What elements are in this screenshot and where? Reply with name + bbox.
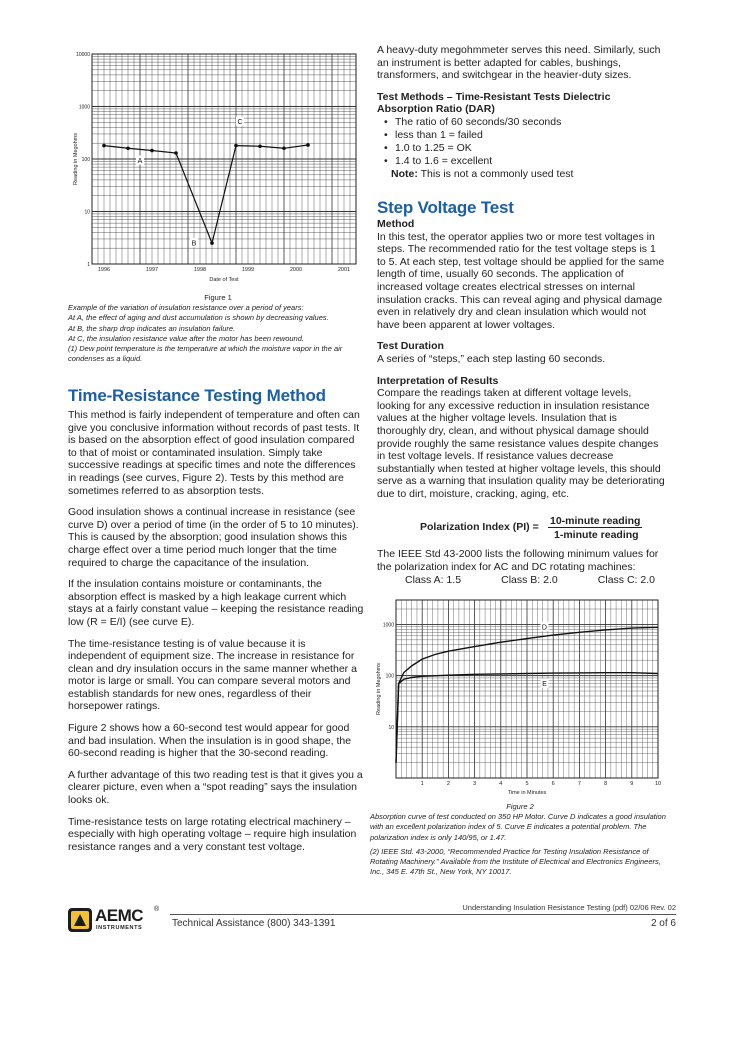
- note-label: Note:: [391, 167, 418, 180]
- class-c-value: Class C: 2.0: [597, 574, 655, 587]
- pi-formula-numerator: 10-minute reading: [550, 515, 641, 527]
- y-tick-label: 100: [81, 157, 90, 163]
- series-label: E: [542, 681, 547, 689]
- data-point: [102, 144, 106, 148]
- step-voltage-section: [377, 198, 667, 500]
- footer: [68, 900, 676, 940]
- figure-1-caption-block: [68, 293, 368, 364]
- right-column-top: [377, 44, 667, 181]
- pi-formula: [420, 515, 670, 545]
- paragraph: Time-resistance tests on large rotating electrical machinery – especially with high operating voltage – require high insulation resistance ranges and a very constant test voltage.: [68, 815, 357, 853]
- data-point: [150, 149, 154, 153]
- logo-text: AEMC: [95, 906, 144, 925]
- aemc-logo: [68, 906, 164, 934]
- x-tick-label: 1997: [145, 267, 159, 273]
- pi-formula-label: Polarization Index (PI) =: [420, 521, 539, 533]
- annotation-label: B: [191, 240, 197, 248]
- x-tick-label: 10: [654, 781, 662, 787]
- aemc-logo-icon: [68, 908, 92, 932]
- figure-2-caption-block: [370, 802, 670, 877]
- list-item: • 1.0 to 1.25 = OK: [377, 142, 667, 155]
- note-text: This is not a commonly used test: [420, 167, 574, 180]
- paragraph: A further advantage of this two reading test is that it gives you a clearer picture, even when a “spot reading” says the insulation looks ok.: [68, 768, 363, 807]
- y-tick-label: 1000: [78, 104, 90, 111]
- x-tick-label: 2: [446, 781, 450, 787]
- data-point: [210, 241, 214, 245]
- logo-registered: ®: [154, 906, 160, 913]
- data-point: [258, 144, 262, 148]
- dar-note: [377, 168, 667, 181]
- interpretation-heading: Interpretation of Results: [377, 374, 499, 387]
- paragraph: If the insulation contains moisture or contaminants, the absorption effect is masked by a high leakage current which stays at a fairly constant value – keeping the resistance reading low (R = E/I) (see curve E).: [68, 578, 364, 628]
- dar-heading: Test Methods – Time-Resistant Tests Dielectric Absorption Ratio (DAR): [377, 90, 611, 116]
- x-tick-label: 6: [551, 781, 555, 787]
- paragraph: Good insulation shows a continual increase in resistance (see curve D) over a period of time (in the order of 5 to 10 minutes). This is caused by the absorption; good insulation shows this charge effect over a time period much longer that the time required to charge the capacitance of the insulation.: [68, 506, 359, 569]
- figure-2-footnote: (2) IEEE Std. 43-2000, “Recommended Practice for Testing Insulation Resistance of Rotating Machinery.” Available from the Institute of Electrical and Electronics Engineers, Inc., 345 E. 47th St., New York, NY 10017.: [370, 846, 661, 877]
- x-tick-label: 1999: [241, 267, 255, 273]
- figure-1-footnote: (1) Dew point temperature is the temperature at which the moisture vapor in the air condenses as a liquid.: [68, 344, 343, 364]
- y-tick-label: 1: [87, 262, 90, 268]
- x-axis-label: Time in Minutes: [507, 790, 547, 796]
- y-tick-label: 10: [84, 209, 90, 216]
- paragraph: This method is fairly independent of temperature and often can give you conclusive information without records of past tests. It is based on the absorption effect of good insulation compared to that of moist or contaminated insulation. Simply take successive readings at specific times and note the differences in readings (see curves, Figure 2). Tests by this method are sometimes referred to as absorption tests.: [68, 409, 360, 497]
- figure-1-caption-line: At B, the sharp drop indicates an insulation failure.: [68, 323, 236, 333]
- section-heading-step-voltage: Step Voltage Test: [377, 198, 514, 217]
- x-tick-label: 3: [473, 781, 477, 787]
- x-tick-label: 8: [604, 781, 608, 787]
- method-text: In this test, the operator applies two or more test voltages in steps. The recommended ratio for the test voltage steps is 1 to 5. At each step, test voltage should be applied for the same length of time, usually 60 seconds. The application of increased voltage creates electrical stresses on internal insulation cracks. This can reveal aging and physical damage even in relatively dry and clean insulation which would not have been apparent at lower voltages.: [377, 230, 665, 331]
- interpretation-text: Compare the readings taken at different voltage levels, looking for any excessive reduction in insulation resistance values at the higher voltage levels. Insulation that is thoroughly dry, clean, and without physical damage should provide roughly the same resistance values despite changes in test voltage levels. If resistance values decrease substantially when tested at higher voltage levels, this should serve as a warning that insulation quality may be deteriorating due to dirt, moisture, cracking, aging, etc.: [377, 387, 665, 500]
- y-axis-label: Reading in Megohms: [376, 663, 382, 715]
- ieee-text: The IEEE Std 43-2000 lists the following minimum values for the polarization index for AC and DC rotating machines:: [377, 548, 659, 573]
- x-axis-label: Date of Test: [209, 277, 239, 283]
- y-axis-label: Reading in Megohms: [73, 133, 79, 185]
- data-point: [282, 146, 286, 150]
- annotation-label: A: [137, 158, 143, 166]
- x-tick-label: 9: [630, 781, 634, 787]
- technical-assistance: Technical Assistance (800) 343-1391: [172, 918, 336, 929]
- x-tick-label: 2001: [337, 267, 351, 273]
- section-heading-time-resistance: Time-Resistance Testing Method: [68, 386, 326, 405]
- figure-1-caption-line: At A, the effect of aging and dust accumulation is shown by decreasing values.: [68, 313, 329, 323]
- data-point: [306, 143, 310, 147]
- annotation-label: C: [237, 119, 243, 127]
- y-tick-label: 1000: [382, 622, 394, 629]
- figure-1: [68, 48, 368, 292]
- duration-heading: Test Duration: [377, 340, 444, 353]
- x-tick-label: 2000: [289, 267, 303, 273]
- data-point: [174, 151, 178, 155]
- logo-subtext: INSTRUMENTS: [96, 925, 143, 931]
- paragraph: Figure 2 shows how a 60-second test would appear for good and bad insulation. When the insulation is in good shape, the 60-second reading is higher that the 30-second reading.: [68, 722, 352, 760]
- x-tick-label: 4: [499, 781, 503, 787]
- dar-list: [377, 116, 667, 168]
- class-a-value: Class A: 1.5: [405, 574, 462, 587]
- footer-rule: [170, 914, 676, 915]
- list-item: • The ratio of 60 seconds/30 seconds: [377, 116, 667, 129]
- doc-title: Understanding Insulation Resistance Testing (pdf) 02/06 Rev. 02: [462, 903, 676, 912]
- list-item: • 1.4 to 1.6 = excellent: [377, 155, 667, 168]
- intro-paragraph: A heavy-duty megohmmeter serves this need. Similarly, such an instrument is better adapted for cables, bushings, transformers, and switchgear in the heavier-duty sizes.: [377, 44, 661, 82]
- list-item: • less than 1 = failed: [377, 129, 667, 142]
- x-tick-label: 7: [577, 781, 581, 787]
- class-b-value: Class B: 2.0: [501, 574, 558, 587]
- figure-1-caption-line: Example of the variation of insulation resistance over a period of years:: [68, 303, 304, 313]
- figure-2-title: Figure 2: [506, 802, 534, 811]
- series-label: D: [541, 624, 547, 632]
- x-tick-label: 5: [525, 781, 529, 787]
- figure-1-chart: [68, 48, 368, 292]
- y-tick-label: 10: [388, 724, 394, 731]
- pi-formula-denominator: 1-minute reading: [554, 529, 639, 541]
- x-tick-label: 1: [420, 781, 424, 787]
- method-heading: Method: [377, 218, 415, 230]
- y-tick-label: 10000: [76, 52, 90, 58]
- y-tick-label: 100: [385, 673, 394, 680]
- x-tick-label: 1998: [193, 267, 207, 273]
- paragraph: The time-resistance testing is of value because it is independent of equipment size. The increase in resistance for clean and dry insulation occurs in the same manner whether a motor is large or small. You can compare several motors and establish standards for new ones, regardless of their horsepower ratings.: [68, 637, 357, 713]
- page-number: 2 of 6: [650, 918, 676, 929]
- time-resistance-section: [68, 386, 364, 862]
- ieee-block: [377, 548, 667, 587]
- figure-2: [370, 596, 670, 802]
- figure-1-title: Figure 1: [204, 293, 232, 302]
- figure-1-caption-line: At C, the insulation resistance value after the motor has been rewound.: [68, 333, 304, 343]
- figure-2-caption: Absorption curve of test conducted on 350 HP Motor. Curve D indicates a good insulation with an excellent polarization index of 5. Curve E indicates a potential problem. The polarization index is only 140/95, or 1.47.: [370, 812, 666, 842]
- data-point: [234, 144, 238, 148]
- data-point: [126, 146, 130, 150]
- duration-text: A series of “steps,” each step lasting 60 seconds.: [377, 352, 606, 365]
- x-tick-label: 1996: [97, 267, 111, 273]
- figure-2-chart: [370, 596, 670, 802]
